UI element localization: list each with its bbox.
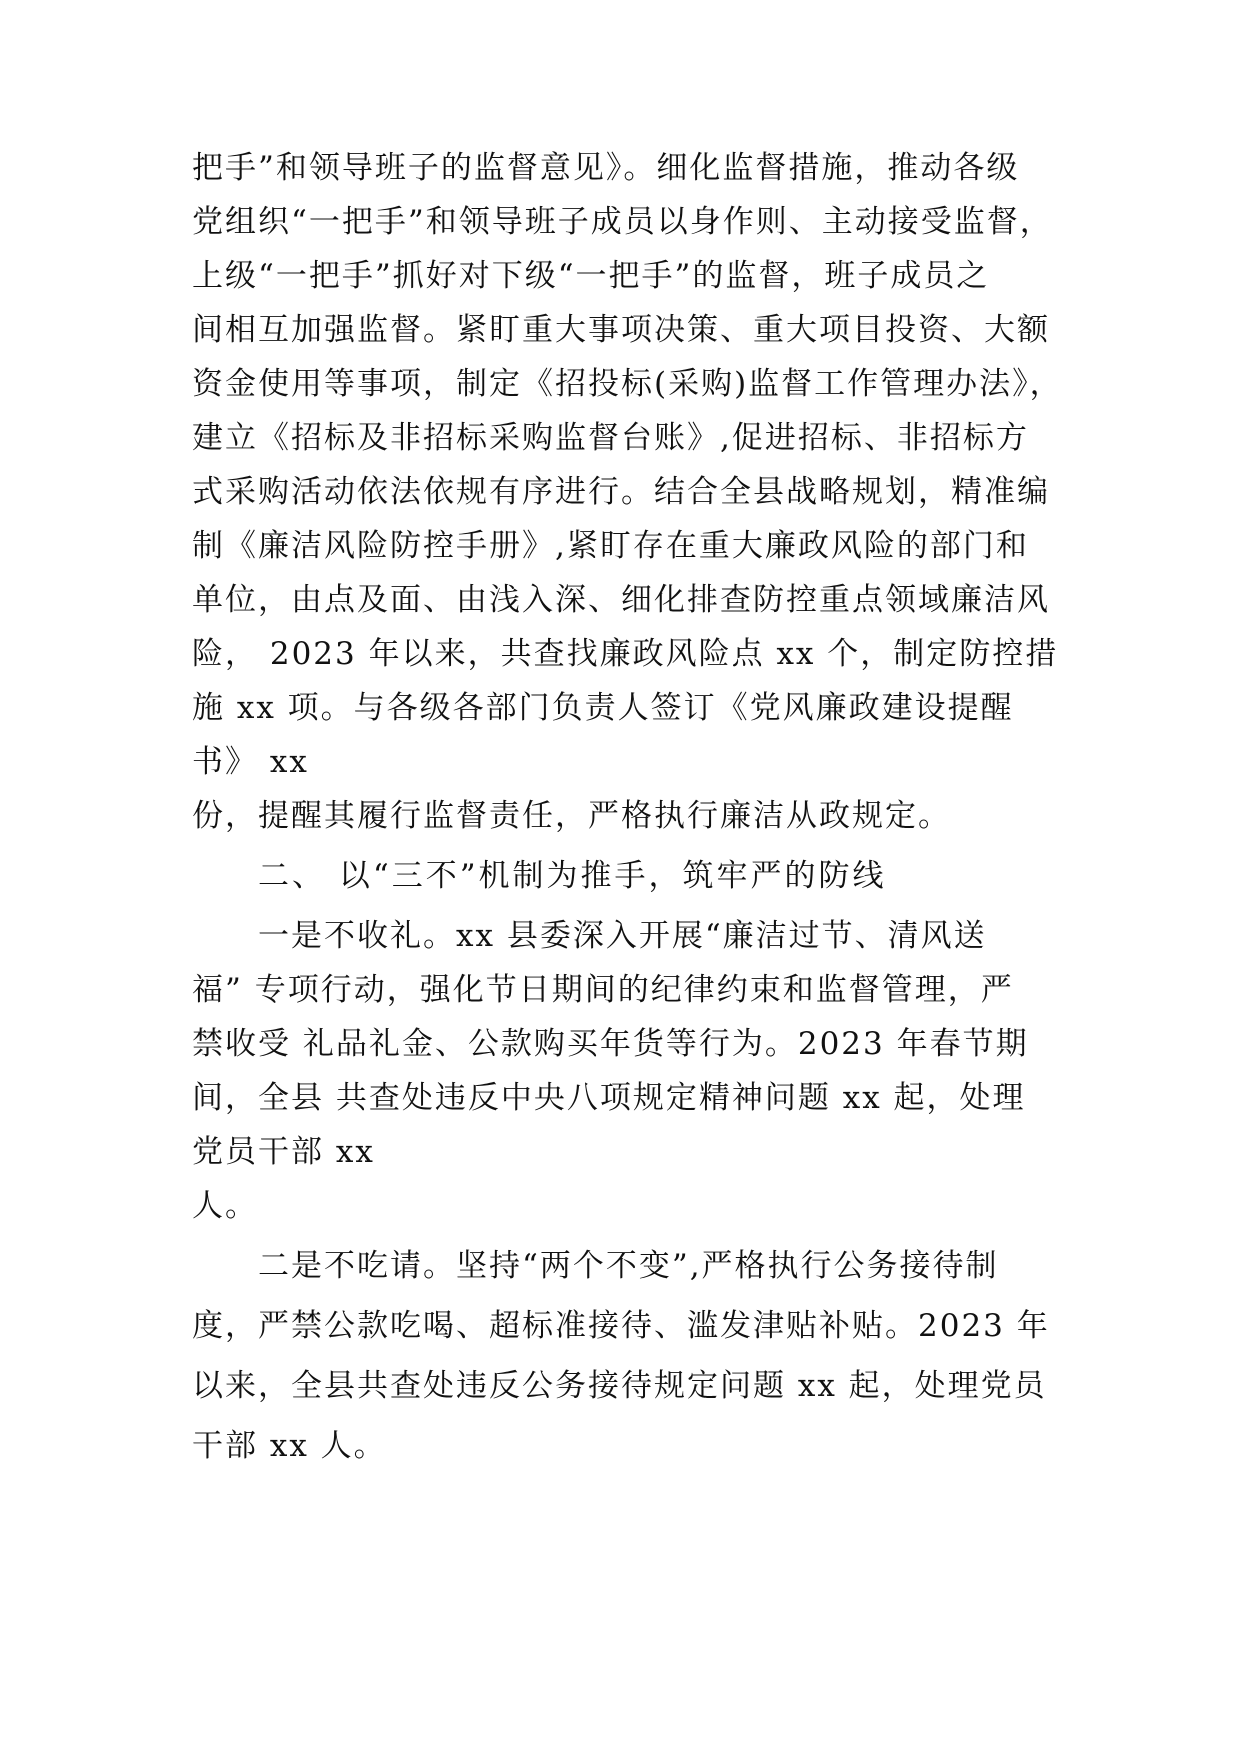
body-text-line: 党员干部 xx — [192, 1134, 375, 1170]
body-text-line: 式采购活动依法依规有序进行。结合全县战略规划，精准编 — [192, 474, 1050, 510]
body-text-line: 福” 专项行动，强化节日期间的纪律约束和监督管理，严 — [192, 972, 1014, 1008]
body-text-line: 间，全县 共查处违反中央八项规定精神问题 xx 起，处理 — [192, 1080, 1026, 1116]
body-text-line: 建立《招标及非招标采购监督台账》,促进招标、非招标方 — [192, 420, 1029, 456]
body-text-line: 党组织“一把手”和领导班子成员以身作则、主动接受监督， — [192, 204, 1053, 240]
body-text-line: 把手”和领导班子的监督意见》。细化监督措施，推动各级 — [192, 150, 1020, 186]
body-text-line: 间相互加强监督。紧盯重大事项决策、重大项目投资、大额 — [192, 312, 1050, 348]
body-text-line: 人。 — [192, 1188, 258, 1224]
body-text-line: 资金使用等事项，制定《招投标(采购)监督工作管理办法》， — [192, 366, 1063, 402]
body-text-line: 二是不吃请。坚持“两个不变”,严格执行公务接待制 — [258, 1248, 999, 1284]
section-heading: 二、 以“三不”机制为推手，筑牢严的防线 — [258, 858, 887, 894]
body-text-line: 度，严禁公款吃喝、超标准接待、滥发津贴补贴。2023 年 — [192, 1308, 1050, 1344]
body-text-line: 禁收受 礼品礼金、公款购买年货等行为。2023 年春节期 — [192, 1026, 1029, 1062]
body-text-line: 一是不收礼。xx 县委深入开展“廉洁过节、清风送 — [258, 918, 987, 954]
body-text-line: 制《廉洁风险防控手册》,紧盯存在重大廉政风险的部门和 — [192, 528, 1029, 564]
body-text-line: 干部 xx 人。 — [192, 1428, 387, 1464]
body-text-line: 施 xx 项。与各级各部门负责人签订《党风廉政建设提醒 — [192, 690, 1014, 726]
body-text-line: 以来，全县共查处违反公务接待规定问题 xx 起，处理党员 — [192, 1368, 1047, 1404]
body-text-line: 份，提醒其履行监督责任，严格执行廉洁从政规定。 — [192, 798, 951, 834]
body-text-line: 上级“一把手”抓好对下级“一把手”的监督，班子成员之 — [192, 258, 990, 294]
body-text-line: 单位，由点及面、由浅入深、细化排查防控重点领域廉洁风 — [192, 582, 1050, 618]
body-text-line: 书》 xx — [192, 744, 309, 780]
body-text-line: 险， 2023 年以来，共查找廉政风险点 xx 个，制定防控措 — [192, 636, 1059, 672]
